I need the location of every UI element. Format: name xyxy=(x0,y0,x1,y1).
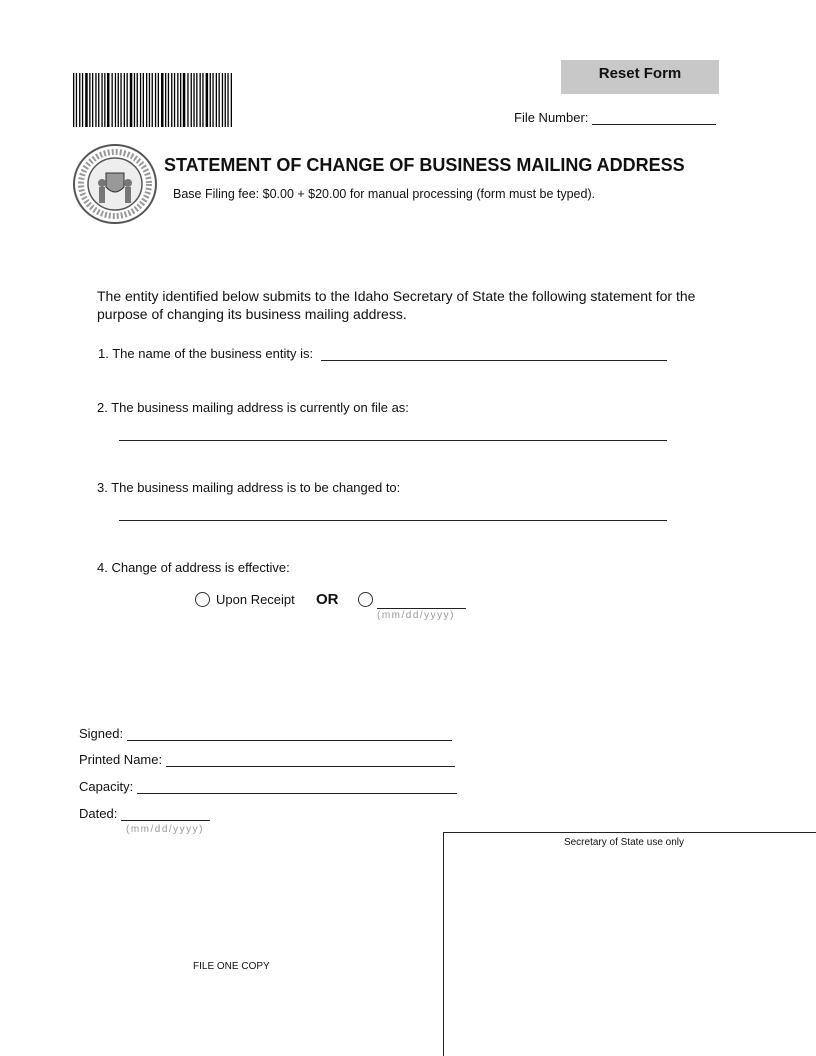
current-address-label: 2. The business mailing address is currently on file as: xyxy=(97,400,409,415)
entity-name-label: 1. The name of the business entity is: xyxy=(98,346,314,361)
dated-row xyxy=(79,806,210,821)
dated-hint: (mm/dd/yyyy) xyxy=(126,824,204,835)
secretary-of-state-box xyxy=(443,832,816,1056)
current-address-field[interactable] xyxy=(119,426,667,441)
entity-name-row xyxy=(98,346,667,361)
effective-label: 4. Change of address is effective: xyxy=(97,560,290,575)
form-title: STATEMENT OF CHANGE OF BUSINESS MAILING ADDRESS xyxy=(164,155,685,175)
file-number-row xyxy=(514,110,716,125)
file-number-field[interactable] xyxy=(592,110,716,125)
printed-name-field[interactable] xyxy=(166,752,455,767)
idaho-state-seal xyxy=(72,143,158,225)
effective-date-field[interactable] xyxy=(377,594,466,609)
capacity-label: Capacity: xyxy=(79,779,134,794)
entity-name-field[interactable] xyxy=(321,346,667,361)
filing-fee-note: Base Filing fee: $0.00 + $20.00 for manual processing (form must be typed). xyxy=(173,187,596,201)
printed-name-label: Printed Name: xyxy=(79,752,163,767)
or-label: OR xyxy=(316,591,339,608)
new-address-label: 3. The business mailing address is to be changed to: xyxy=(97,480,401,495)
signed-field[interactable] xyxy=(127,726,452,741)
intro-statement: The entity identified below submits to the Idaho Secretary of State the following statement for the purpose of changing its business mailing address. xyxy=(97,288,696,322)
upon-receipt-label: Upon Receipt xyxy=(216,592,295,607)
effective-date-radio[interactable] xyxy=(358,592,373,607)
secretary-of-state-label: Secretary of State use only xyxy=(563,837,685,848)
file-number-label: File Number: xyxy=(514,110,589,125)
barcode xyxy=(73,73,235,127)
printed-name-row xyxy=(79,752,455,767)
upon-receipt-radio[interactable] xyxy=(195,592,210,607)
capacity-row xyxy=(79,779,457,794)
dated-label: Dated: xyxy=(79,806,118,821)
signed-label: Signed: xyxy=(79,726,124,741)
signed-row xyxy=(79,726,452,741)
file-one-copy-note: FILE ONE COPY xyxy=(193,961,270,972)
reset-form-button[interactable]: Reset Form xyxy=(561,60,719,94)
new-address-field[interactable] xyxy=(119,506,667,521)
dated-field[interactable] xyxy=(121,806,210,821)
capacity-field[interactable] xyxy=(137,779,457,794)
effective-date-hint: (mm/dd/yyyy) xyxy=(377,610,455,621)
